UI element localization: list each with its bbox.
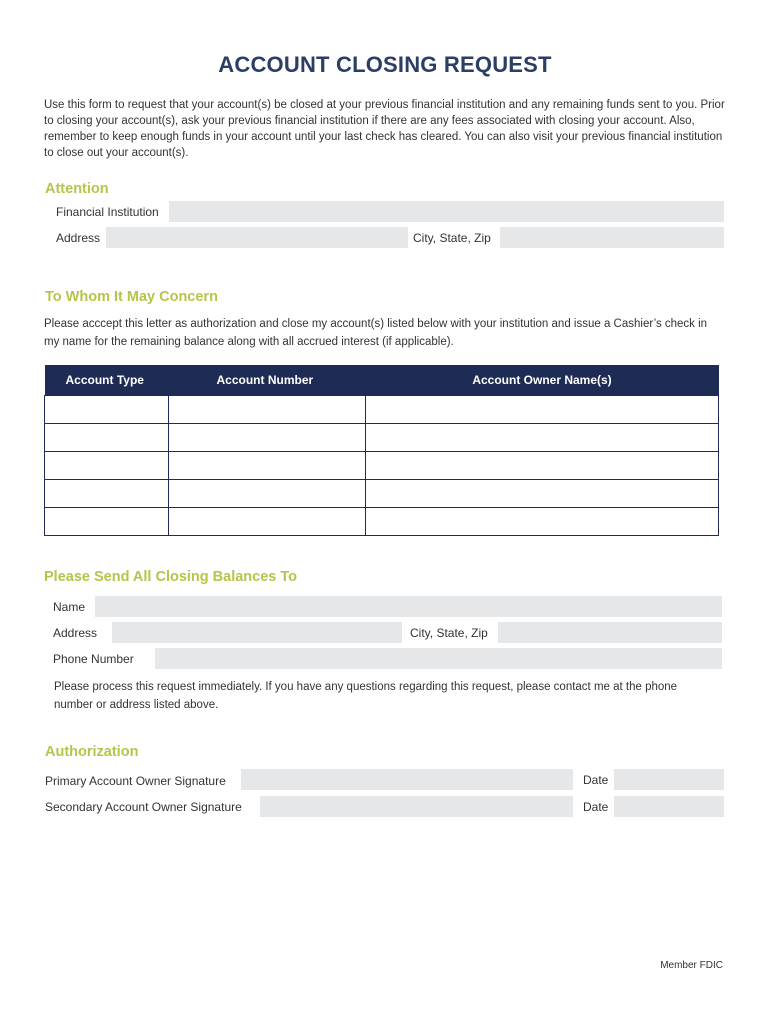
- send-name-field[interactable]: [95, 596, 722, 617]
- accounts-table: [44, 365, 719, 536]
- member-fdic-footer: Member FDIC: [660, 960, 723, 971]
- account-owner-cell[interactable]: [366, 424, 719, 452]
- account-number-cell[interactable]: [169, 424, 366, 452]
- account-type-cell[interactable]: [45, 452, 169, 480]
- primary-signature-field[interactable]: [241, 769, 573, 790]
- send-city-state-zip-field[interactable]: [498, 622, 722, 643]
- table-row: [45, 424, 719, 452]
- account-owner-cell[interactable]: [366, 396, 719, 424]
- secondary-date-field[interactable]: [614, 796, 724, 817]
- table-row: [45, 508, 719, 536]
- account-owner-cell[interactable]: [366, 480, 719, 508]
- account-type-cell[interactable]: [45, 480, 169, 508]
- send-city-state-zip-label: City, State, Zip: [410, 626, 488, 640]
- table-row: [45, 452, 719, 480]
- secondary-date-label: Date: [583, 800, 609, 814]
- account-owner-cell[interactable]: [366, 452, 719, 480]
- account-type-cell[interactable]: [45, 424, 169, 452]
- financial-institution-field[interactable]: [169, 201, 724, 222]
- account-type-cell[interactable]: [45, 508, 169, 536]
- account-owner-cell[interactable]: [366, 508, 719, 536]
- form-title: ACCOUNT CLOSING REQUEST: [218, 52, 552, 77]
- primary-date-label: Date: [583, 773, 609, 787]
- send-name-label: Name: [53, 600, 86, 614]
- secondary-signature-field[interactable]: [260, 796, 573, 817]
- phone-number-field[interactable]: [155, 648, 722, 669]
- concern-heading: To Whom It May Concern: [45, 289, 218, 305]
- send-address-field[interactable]: [112, 622, 402, 643]
- table-row: [45, 396, 719, 424]
- header-account-number: Account Number: [169, 365, 366, 396]
- phone-number-label: Phone Number: [53, 652, 134, 666]
- concern-text: Please acccept this letter as authorization and close my account(s) listed below with your institution and issue a Cashier’s check in my name for the remaining balance along with all accrued interest (if applicable).: [44, 318, 708, 348]
- account-number-cell[interactable]: [169, 396, 366, 424]
- authorization-heading: Authorization: [45, 744, 139, 760]
- account-number-cell[interactable]: [169, 452, 366, 480]
- send-address-label: Address: [53, 626, 98, 640]
- table-row: [45, 480, 719, 508]
- primary-signature-label: Primary Account Owner Signature: [45, 774, 226, 788]
- header-account-owner: Account Owner Name(s): [366, 365, 719, 396]
- attention-heading: Attention: [45, 181, 109, 197]
- account-type-cell[interactable]: [45, 396, 169, 424]
- secondary-signature-label: Secondary Account Owner Signature: [45, 800, 242, 814]
- financial-institution-label: Financial Institution: [56, 205, 159, 219]
- attention-address-field[interactable]: [106, 227, 408, 248]
- attention-city-state-zip-label: City, State, Zip: [413, 231, 491, 245]
- account-number-cell[interactable]: [169, 480, 366, 508]
- header-account-type: Account Type: [45, 365, 169, 396]
- attention-city-state-zip-field[interactable]: [500, 227, 724, 248]
- account-number-cell[interactable]: [169, 508, 366, 536]
- intro-text: Use this form to request that your account(s) be closed at your previous financial institution and any remaining funds sent to you. Prior to closing your account(s), ask your previous financial institution if there are any fees associated with closing your account. Also, remember to keep enough funds in your account until your last check has cleared. You can also visit your previous financial institution to close out your account(s).: [44, 99, 725, 159]
- attention-address-label: Address: [56, 231, 101, 245]
- primary-date-field[interactable]: [614, 769, 724, 790]
- send-text: Please process this request immediately. If you have any questions regarding this request, please contact me at the phone number or address listed above.: [54, 681, 678, 711]
- send-heading: Please Send All Closing Balances To: [44, 569, 298, 585]
